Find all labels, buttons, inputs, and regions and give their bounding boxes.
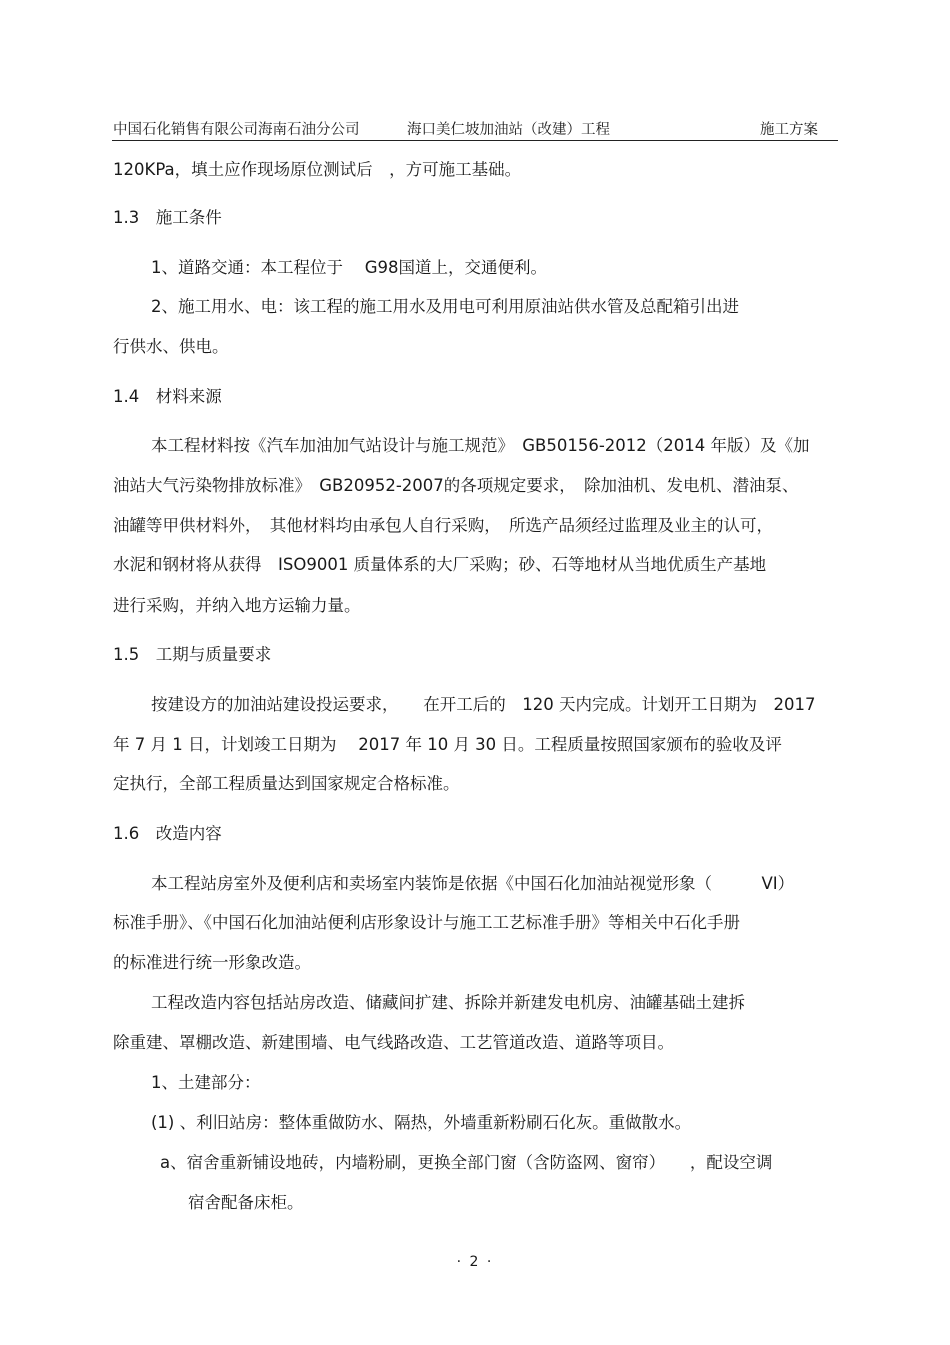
- section-heading: 1.6 改造内容: [113, 824, 222, 843]
- text-line: 除重建、罩棚改造、新建围墙、电气线路改造、工艺管道改造、道路等项目。: [113, 1033, 674, 1052]
- header-project: 海口美仁坡加油站（改建）工程: [407, 122, 610, 138]
- section-heading: 1.3 施工条件: [113, 208, 222, 227]
- section-heading: 1.4 材料来源: [113, 387, 222, 406]
- text-line: 年 7 月 1 日，计划竣工日期为 2017 年 10 月 30 日。工程质量按照国家颁布的验收及评: [113, 735, 782, 754]
- text-line: 定执行，全部工程质量达到国家规定合格标准。: [113, 774, 460, 793]
- text-line: 120KPa，填土应作现场原位测试后 ，方可施工基础。: [113, 160, 522, 179]
- text-line: 进行采购，并纳入地方运输力量。: [113, 596, 361, 615]
- text-line: 1、土建部分：: [151, 1073, 261, 1092]
- text-line: 油罐等甲供材料外， 其他材料均由承包人自行采购， 所选产品须经过监理及业主的认可，: [113, 516, 773, 535]
- header-doc-type: 施工方案: [760, 122, 818, 138]
- header-company: 中国石化销售有限公司海南石油分公司: [113, 122, 360, 138]
- text-line: 标准手册》、《中国石化加油站便利店形象设计与施工工艺标准手册》等相关中石化手册: [113, 913, 740, 932]
- text-line: 水泥和钢材将从获得 ISO9001 质量体系的大厂采购；砂、石等地材从当地优质生产基地: [113, 555, 767, 574]
- header-divider: [112, 140, 838, 141]
- section-heading: 1.5 工期与质量要求: [113, 645, 272, 664]
- text-line: a、宿舍重新铺设地砖，内墙粉刷，更换全部门窗（含防盗网、窗帘） ，配设空调: [160, 1153, 773, 1172]
- text-line: 1、道路交通：本工程位于 G98国道上，交通便利。: [151, 258, 548, 277]
- text-line: 2、施工用水、电：该工程的施工用水及用电可利用原油站供水管及总配箱引出进: [151, 297, 739, 316]
- text-line: 本工程站房室外及便利店和卖场室内装饰是依据《中国石化加油站视觉形象（ VI）: [151, 874, 795, 893]
- text-line: 油站大气污染物排放标准》 GB20952-2007的各项规定要求， 除加油机、发电机、潜油泵、: [113, 476, 799, 495]
- text-line: 行供水、供电。: [113, 337, 229, 356]
- text-line: 工程改造内容包括站房改造、储藏间扩建、拆除并新建发电机房、油罐基础土建拆: [151, 993, 745, 1012]
- text-line: 按建设方的加油站建设投运要求， 在开工后的 120 天内完成。计划开工日期为 2017: [151, 695, 816, 714]
- text-line: 宿舍配备床柜。: [188, 1193, 304, 1212]
- text-line: 本工程材料按《汽车加油加气站设计与施工规范》 GB50156-2012（2014 年版）及《加: [151, 436, 810, 455]
- page-number: · 2 ·: [456, 1254, 494, 1270]
- text-line: 的标准进行统一形象改造。: [113, 953, 311, 972]
- text-line: (1) 、利旧站房：整体重做防水、隔热，外墙重新粉刷石化灰。重做散水。: [151, 1113, 692, 1132]
